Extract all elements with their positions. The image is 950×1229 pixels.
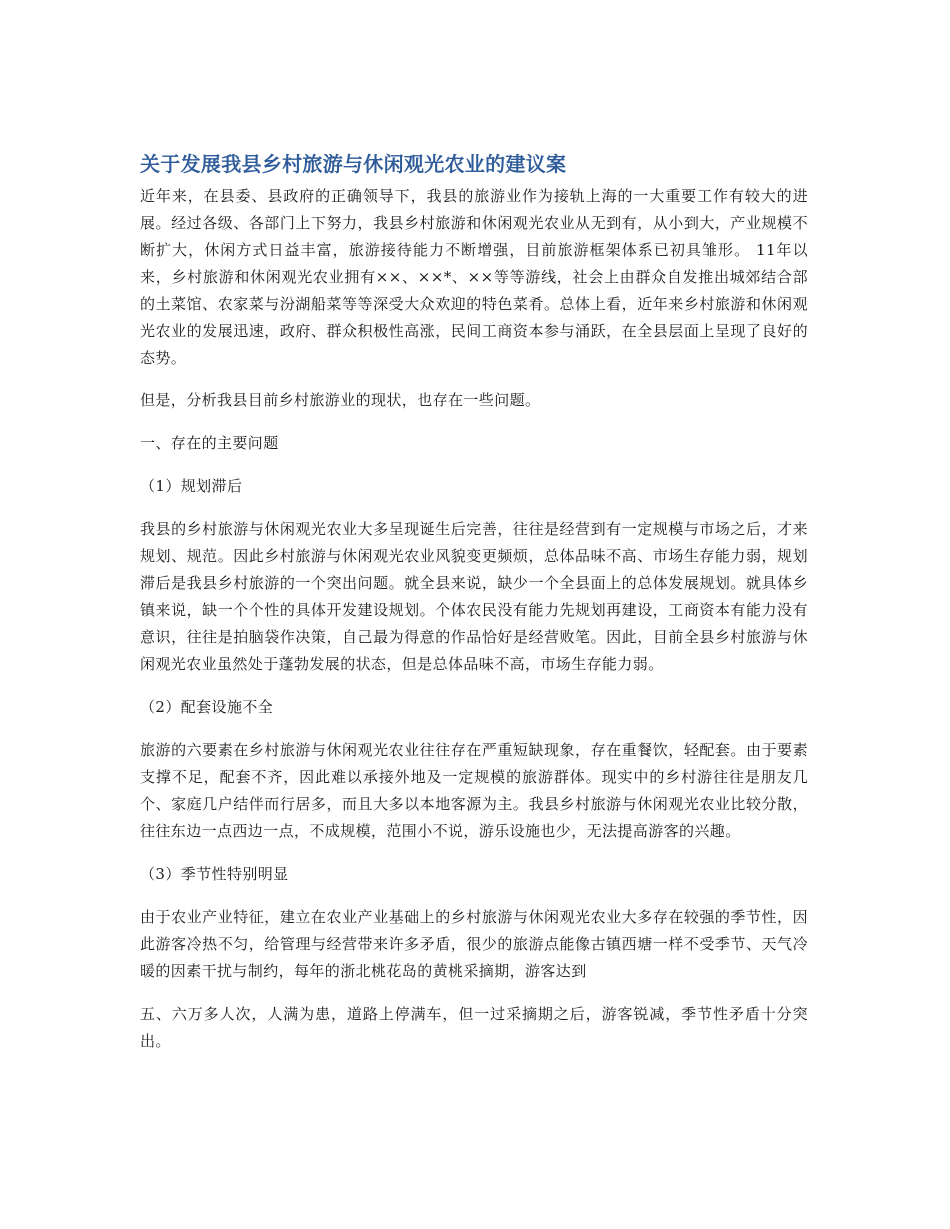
issue-paragraph-seasonality: 由于农业产业特征，建立在农业产业基础上的乡村旅游与休闲观光农业大多存在较强的季节性，因此游客冷热不匀，给管理与经营带来许多矛盾，很少的旅游点能像古镇西塘一样不受季节、天气冷暖的因素干扰与制约，每年的浙北桃花岛的黄桃采摘期，游客达到 (140, 908, 808, 980)
section-heading: 一、存在的主要问题 (140, 434, 279, 452)
document-page (140, 147, 808, 1071)
issue-heading-seasonality: （3）季节性特别明显 (140, 865, 289, 883)
issue-paragraph-planning: 我县的乡村旅游与休闲观光农业大多呈现诞生后完善，往往是经营到有一定规模与市场之后，才来规划、规范。因此乡村旅游与休闲观光农业风貌变更频烦，总体品味不高、市场生存能力弱，规划滞后是我县乡村旅游的一个突出问题。就全县来说，缺少一个全县面上的总体发展规划。就具体乡镇来说，缺一个个性的具体开发建设规划。个体农民没有能力先规划再建设，工商资本有能力没有意识，往往是拍脑袋作决策，自己最为得意的作品恰好是经营败笔。因此，目前全县乡村旅游与休闲观光农业虽然处于蓬勃发展的状态，但是总体品味不高，市场生存能力弱。 (140, 520, 808, 673)
issue-paragraph-facilities: 旅游的六要素在乡村旅游与休闲观光农业往往存在严重短缺现象，存在重餐饮，轻配套。由于要素支撑不足，配套不齐，因此难以承接外地及一定规模的旅游群体。现实中的乡村游往往是朋友几个、家庭几户结伴而行居多，而且大多以本地客源为主。我县乡村旅游与休闲观光农业比较分散，往往东边一点西边一点，不成规模，范围小不说，游乐设施也少，无法提高游客的兴趣。 (140, 741, 808, 840)
document-title: 关于发展我县乡村旅游与休闲观光农业的建议案 (140, 152, 567, 176)
issue-heading-facilities: （2）配套设施不全 (140, 698, 274, 716)
issue-paragraph-seasonality-continued: 五、六万多人次，人满为患，道路上停满车，但一过采摘期之后，游客锐减，季节性矛盾十分突出。 (140, 1005, 808, 1050)
transition-paragraph: 但是，分析我县目前乡村旅游业的现状，也存在一些问题。 (140, 391, 541, 409)
issue-heading-planning: （1）规划滞后 (140, 477, 243, 495)
intro-paragraph: 近年来，在县委、县政府的正确领导下，我县的旅游业作为接轨上海的一大重要工作有较大的进展。经过各级、各部门上下努力，我县乡村旅游和休闲观光农业从无到有，从小到大，产业规模不断扩大，休闲方式日益丰富，旅游接待能力不断增强，目前旅游框架体系已初具雏形。 11年以来，乡村旅游和休闲观光农业拥有××、××*、××等等游线，社会上由群众自发推出城郊结合部的土菜馆、农家菜与汾湖船菜等等深受大众欢迎的特色菜肴。总体上看，近年来乡村旅游和休闲观光农业的发展迅速，政府、群众积极性高涨，民间工商资本参与涌跃，在全县层面上呈现了良好的态势。 (140, 187, 808, 367)
